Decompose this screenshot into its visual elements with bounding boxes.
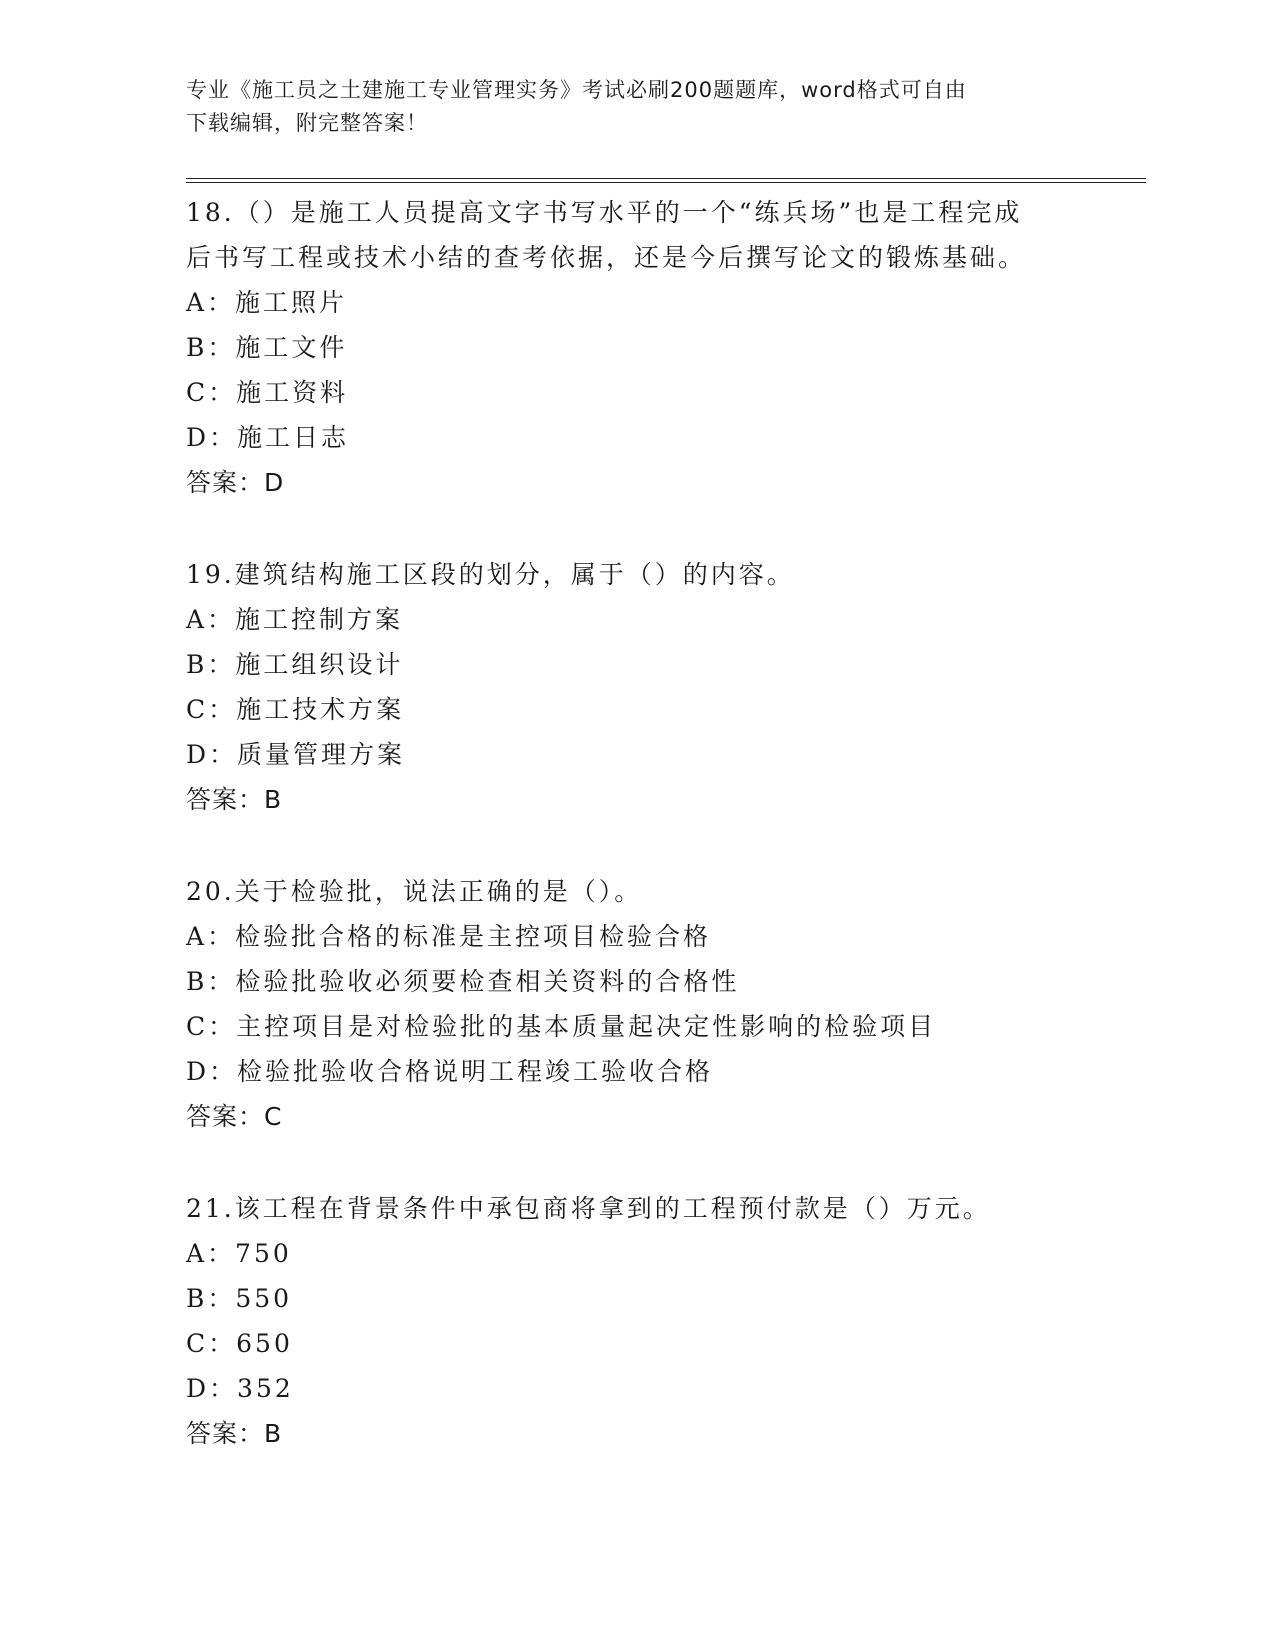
question-18 (186, 190, 1086, 505)
option-c: C：施工技术方案 (186, 695, 405, 724)
option-a: A：施工照片 (186, 288, 348, 317)
question-stem: 19.建筑结构施工区段的划分，属于（）的内容。 (186, 560, 795, 589)
header-divider-top (186, 178, 1146, 179)
option-d: D：352 (186, 1374, 294, 1403)
option-b: B：550 (186, 1284, 293, 1313)
question-stem-continued: 后书写工程或技术小结的查考依据，还是今后撰写论文的锻炼基础。 (186, 243, 1027, 272)
question-19 (186, 552, 1086, 822)
option-d: D：检验批验收合格说明工程竣工验收合格 (186, 1057, 714, 1086)
option-d: D：质量管理方案 (186, 740, 406, 769)
question-20 (186, 869, 1086, 1139)
option-a: A：施工控制方案 (186, 605, 404, 634)
option-c: C：主控项目是对检验批的基本质量起决定性影响的检验项目 (186, 1012, 937, 1041)
question-stem: 21.该工程在背景条件中承包商将拿到的工程预付款是（）万元。 (186, 1194, 991, 1223)
question-list (186, 190, 1086, 1503)
header-line-1: 专业《施工员之土建施工专业管理实务》考试必刷200题题库，word格式可自由 (186, 78, 967, 102)
question-stem: 18.（）是施工人员提高文字书写水平的一个“练兵场”也是工程完成 (186, 198, 1023, 227)
answer-line: 答案：B (186, 1419, 283, 1448)
option-c: C：650 (186, 1329, 293, 1358)
option-a: A：检验批合格的标准是主控项目检验合格 (186, 922, 712, 951)
answer-line: 答案：C (186, 1102, 283, 1131)
option-a: A：750 (186, 1239, 292, 1268)
header-line-2: 下载编辑，附完整答案！ (186, 111, 428, 135)
option-b: B：检验批验收必须要检查相关资料的合格性 (186, 967, 740, 996)
document-header (186, 74, 1066, 140)
answer-line: 答案：D (186, 468, 285, 497)
question-stem: 20.关于检验批，说法正确的是（）。 (186, 877, 643, 906)
question-21 (186, 1186, 1086, 1456)
option-b: B：施工文件 (186, 333, 348, 362)
option-c: C：施工资料 (186, 378, 349, 407)
header-divider-bottom (186, 182, 1146, 183)
option-b: B：施工组织设计 (186, 650, 404, 679)
option-d: D：施工日志 (186, 423, 350, 452)
answer-line: 答案：B (186, 785, 283, 814)
